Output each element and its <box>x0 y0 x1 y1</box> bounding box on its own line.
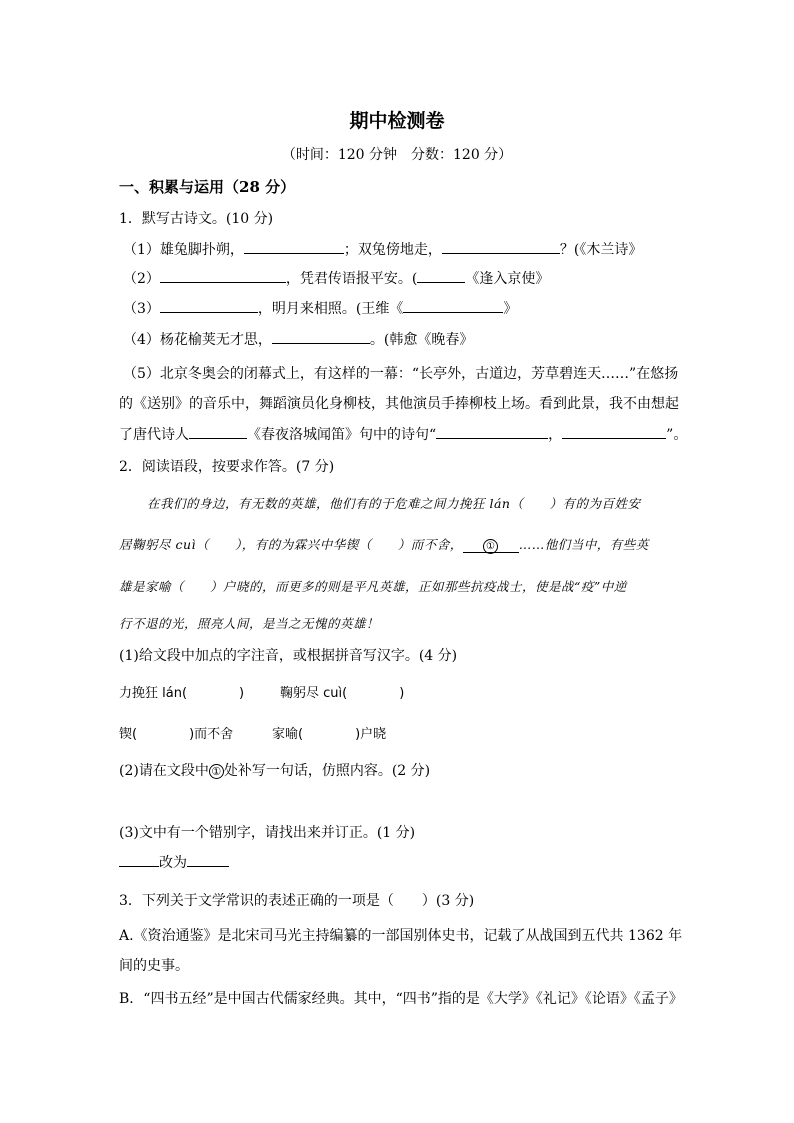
section-heading: 一、积累与运用（28 分） <box>119 178 296 196</box>
question-1-part-5-line-2: 的《送别》的音乐中，舞蹈演员化身柳枝，其他演员手捧柳枝上场。看到此景，我不由想起 <box>119 396 679 412</box>
answer-blank[interactable] <box>442 241 560 254</box>
text: 居鞠躬尽 cuì（ ），有的为霖兴中华锲（ ）而不舍， <box>119 537 463 552</box>
answer-blank[interactable] <box>436 426 548 439</box>
text: ，凭君传语报平安。( <box>285 271 418 287</box>
question-2-sub-2 <box>119 760 430 780</box>
question-1-part-4 <box>123 329 473 349</box>
text: 《春夜洛城闻笛》句中的诗句“ <box>247 427 437 443</box>
text: ；双兔傍地走， <box>343 242 442 258</box>
passage-line-4: 行不退的光，照亮人间，是当之无愧的英雄！ <box>119 616 380 631</box>
circled-number-one: ① <box>483 539 498 554</box>
text: （2） <box>123 271 160 287</box>
question-2-sub-1: (1)给文段中加点的字注音，或根据拼音写汉字。(4 分) <box>119 648 458 664</box>
answer-blank[interactable] <box>244 241 344 254</box>
answer-blank[interactable] <box>189 426 247 439</box>
text: ， <box>548 427 563 443</box>
text: ……他们当中，有些英 <box>518 537 649 552</box>
question-1-stem: 1．默写古诗文。(10 分) <box>119 211 274 227</box>
text: ？(《木兰诗》 <box>559 242 643 258</box>
answer-blank[interactable] <box>119 854 159 867</box>
pinyin-item: 锲( )而不舍 <box>119 727 234 742</box>
question-1-part-5-line-1: （5）北京冬奥会的闭幕式上，有这样的一幕：“长亭外，古道边，芳草碧连天……”在悠扬 <box>123 366 679 382</box>
text: ，明月来相照。(王维《 <box>257 301 404 317</box>
question-2-stem: 2．阅读语段，按要求作答。(7 分) <box>119 459 335 475</box>
answer-blank[interactable] <box>272 331 370 344</box>
option-a-line-2: 间的史事。 <box>119 958 189 974</box>
question-3-stem: 3．下列关于文学常识的表述正确的一项是（ ）(3 分) <box>119 893 475 909</box>
option-a-line-1: A.《资治通鉴》是北宋司马光主持编纂的一部国别体史书，记载了从战国到五代共 1362 年 <box>119 928 683 944</box>
passage-line-2 <box>119 535 675 553</box>
answer-blank[interactable] <box>160 270 286 283</box>
text: 改为 <box>159 855 187 871</box>
text: 。(韩愈《晚春》 <box>369 332 474 348</box>
pinyin-item: 家喻( )户晓 <box>272 727 387 742</box>
text: （3） <box>123 301 160 317</box>
question-1-part-2 <box>123 268 549 288</box>
text: （1）雄兔脚扑朔， <box>123 242 244 258</box>
text: ”。 <box>666 427 688 443</box>
text: 《逢入京使》 <box>465 271 550 287</box>
circled-number-one: ① <box>209 764 224 779</box>
passage-line-1: 在我们的身边，有无数的英雄，他们有的于危难之间力挽狂 lán（ ）有的为百姓安 <box>147 496 641 511</box>
answer-blank[interactable] <box>187 854 229 867</box>
answer-blank[interactable] <box>160 300 258 313</box>
question-2-sub-3-answer <box>119 852 229 872</box>
exam-info: （时间：120 分钟 分数：120 分） <box>281 147 513 163</box>
text: 处补写一句话，仿照内容。(2 分) <box>223 763 431 779</box>
text: （4）杨花榆荚无才思， <box>123 332 272 348</box>
text: (2)请在文段中 <box>119 763 209 779</box>
answer-blank[interactable] <box>463 537 519 553</box>
text: 了唐代诗人 <box>119 427 189 443</box>
answer-blank[interactable] <box>403 300 503 313</box>
pinyin-item: 鞠躬尽 cuì( ) <box>280 686 405 701</box>
pinyin-item: 力挽狂 lán( ) <box>119 686 245 701</box>
question-1-part-5-line-3 <box>119 424 687 444</box>
question-2-sub-3: (3)文中有一个错别字，请找出来并订正。(1 分) <box>119 825 416 841</box>
answer-blank[interactable] <box>417 270 465 283</box>
question-1-part-1 <box>123 239 642 259</box>
passage-line-3: 雄是家喻（ ）户晓的，而更多的则是平凡英雄，正如那些抗疫战士，使是战“疫”中逆 <box>119 579 627 594</box>
answer-blank[interactable] <box>562 426 666 439</box>
text: 》 <box>503 301 518 317</box>
option-b: B．“四书五经”是中国古代儒家经典。其中，“四书”指的是《大学》《礼记》《论语》《孟子》 <box>119 991 683 1007</box>
question-1-part-3 <box>123 298 517 318</box>
page-title: 期中检测卷 <box>349 110 445 132</box>
